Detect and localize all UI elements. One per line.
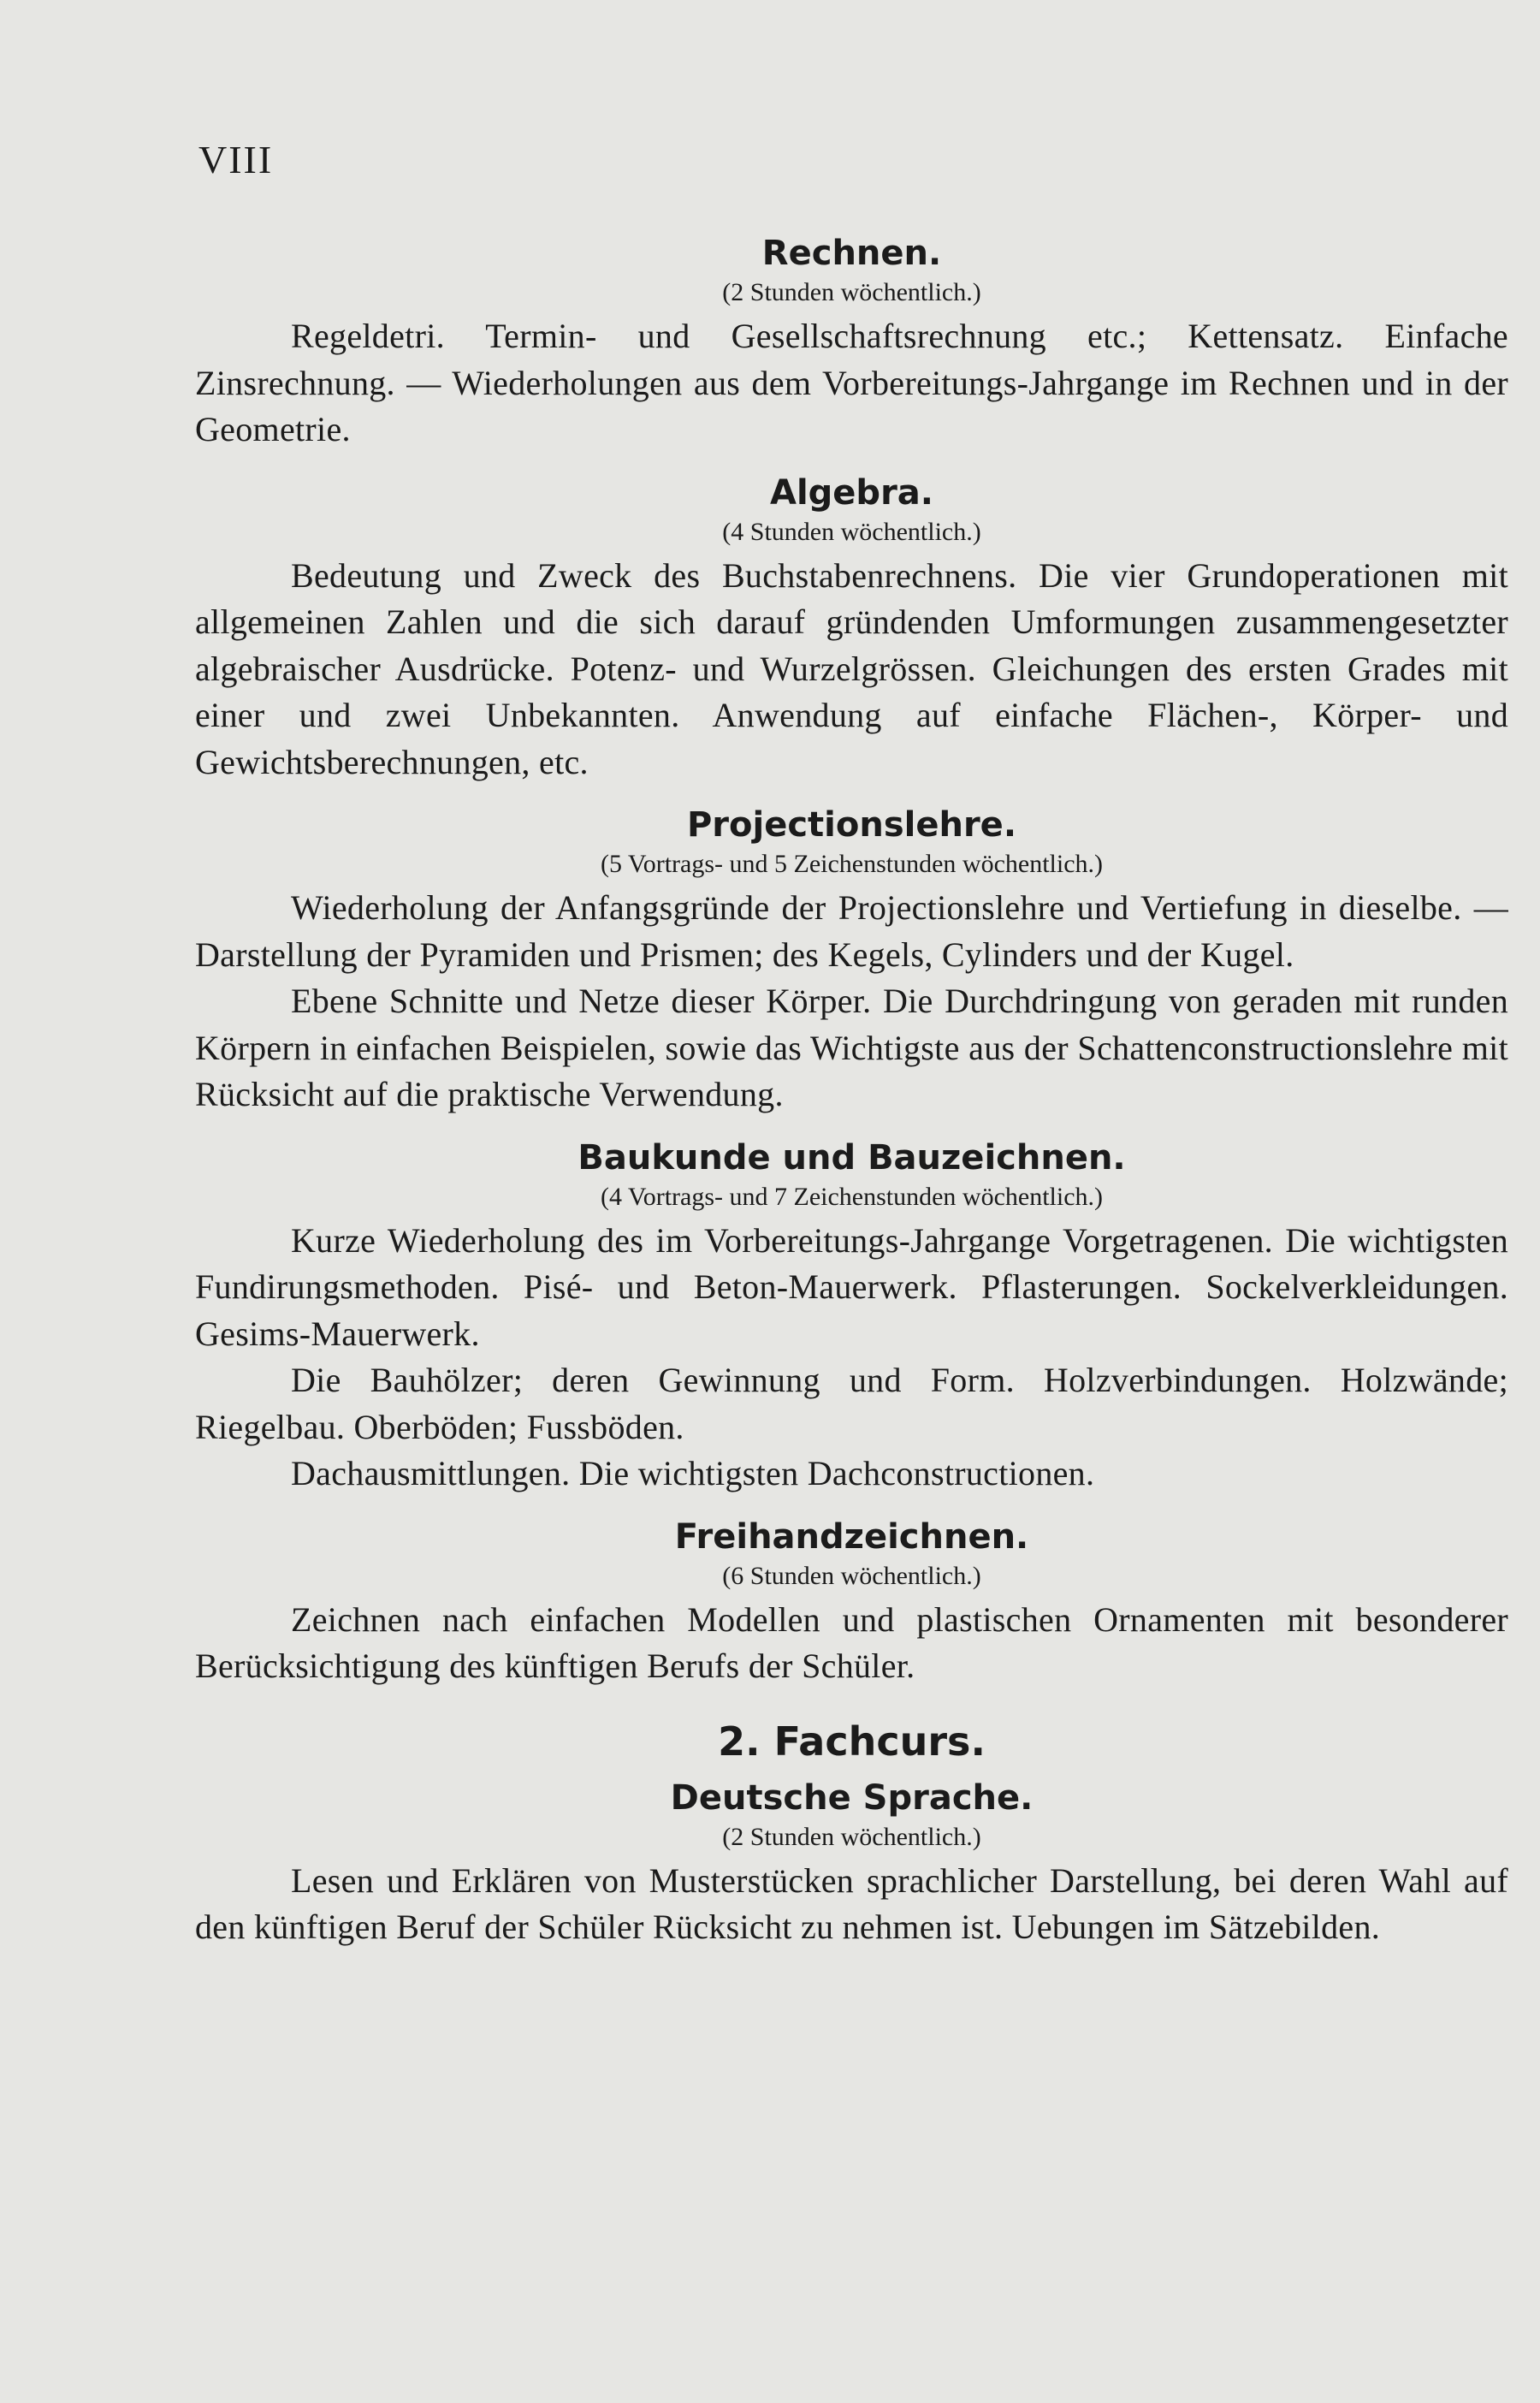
section-heading: Rechnen.	[761, 234, 942, 273]
section-hours: (6 Stunden wöchentlich.)	[722, 1561, 981, 1590]
section-hours: (2 Stunden wöchentlich.)	[722, 1822, 981, 1851]
section-paragraph: Kurze Wiederholung des im Vorbereitungs-Jahrgange Vorgetragenen. Die wichtigsten Fundirungsmethoden. Pisé- und Beton-Mauerwerk. Pflasterungen. Sockelverkleidungen. Gesims-Mauerwerk.	[195, 1220, 1508, 1353]
section-heading: Algebra.	[770, 472, 933, 513]
section-paragraph: Wiederholung der Anfangsgründe der Projectionslehre und Vertiefung in dieselbe. — Darstellung der Pyramiden und Prismen; des Kegels, Cylinders und der Kugel.	[195, 888, 1508, 974]
section-baukunde	[195, 1136, 1508, 1498]
section-freihandzeichnen	[195, 1515, 1508, 1690]
section-heading: Freihandzeichnen.	[674, 1516, 1029, 1557]
section-heading: Deutsche Sprache.	[670, 1777, 1034, 1818]
section-hours: (5 Vortrags- und 5 Zeichenstunden wöchentlich.)	[600, 850, 1104, 878]
part-heading: 2. Fachcurs.	[718, 1718, 986, 1765]
section-paragraph: Lesen und Erklären von Musterstücken sprachlicher Darstellung, bei deren Wahl auf den künftigen Beruf der Schüler Rücksicht zu nehmen ist. Uebungen im Sätzebilden.	[195, 1860, 1508, 1946]
section-paragraph: Dachausmittlungen. Die wichtigsten Dachconstructionen.	[291, 1454, 1095, 1492]
section-hours: (4 Vortrags- und 7 Zeichenstunden wöchentlich.)	[600, 1182, 1104, 1211]
section-hours: (2 Stunden wöchentlich.)	[722, 278, 981, 306]
page-number: VIII	[198, 138, 274, 181]
section-paragraph: Bedeutung und Zweck des Buchstabenrechnens. Die vier Grundoperationen mit allgemeinen Zahlen und die sich darauf gründenden Umformungen zusammengesetzter algebraischer Ausdrücke. Potenz- und Wurzelgrössen. Gleichungen des ersten Grades mit einer und zwei Unbekannten. Anwendung auf einfache Flächen-, Körper- und Gewichtsberechnungen, etc.	[195, 555, 1508, 781]
section-paragraph: Regeldetri. Termin- und Gesellschaftsrechnung etc.; Kettensatz. Einfache Zinsrechnung. — Wiederholungen aus dem Vorbereitungs-Jahrgange im Rechnen und in der Geometrie.	[195, 317, 1508, 448]
section-deutsche-sprache	[195, 1776, 1508, 1951]
section-heading: Baukunde und Bauzeichnen.	[578, 1137, 1126, 1178]
page-content	[195, 231, 1508, 1968]
section-projectionslehre	[195, 803, 1508, 1118]
section-paragraph: Zeichnen nach einfachen Modellen und plastischen Ornamenten mit besonderer Berücksichtigung des künftigen Berufs der Schüler.	[195, 1599, 1508, 1685]
section-rechnen	[195, 231, 1508, 454]
section-paragraph: Die Bauhölzer; deren Gewinnung und Form. Holzverbindungen. Holzwände; Riegelbau. Oberböden; Fussböden.	[195, 1361, 1508, 1446]
section-hours: (4 Stunden wöchentlich.)	[722, 517, 981, 546]
section-heading: Projectionslehre.	[686, 805, 1017, 845]
section-paragraph: Ebene Schnitte und Netze dieser Körper. Die Durchdringung von geraden mit runden Körpern in einfachen Beispielen, sowie das Wichtigste aus der Schattenconstructionslehre mit Rücksicht auf die praktische Verwendung.	[195, 982, 1508, 1113]
section-algebra	[195, 471, 1508, 786]
